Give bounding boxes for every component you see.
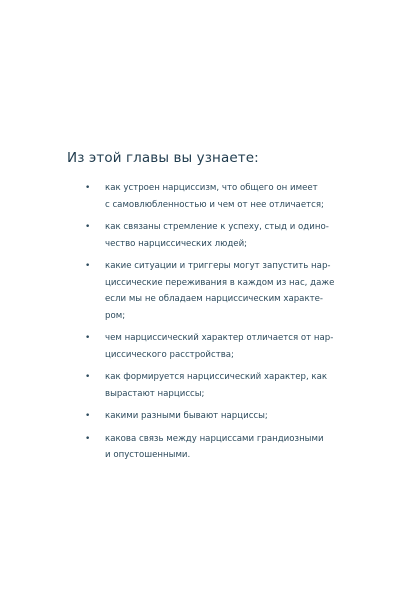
list-item-line: и опустошенными. — [105, 450, 191, 460]
bullet-icon: • — [85, 183, 91, 193]
bullet-icon: • — [85, 333, 91, 343]
list-item-line: циссические переживания в каждом из нас, даже — [105, 277, 335, 288]
bullet-icon: • — [85, 433, 91, 444]
bullet-icon: • — [85, 372, 91, 382]
list-item-line: если мы не обладаем нарциссическим характе- — [105, 294, 324, 304]
list-item-line: с самовлюбленностью и чем от нее отличается; — [105, 199, 324, 210]
list-item — [84, 180, 344, 213]
list-item-line: какие ситуации и триггеры могут запустить нар- — [105, 261, 331, 271]
list-item — [84, 431, 344, 464]
list-item — [84, 219, 344, 252]
list-item-line: чество нарциссических людей; — [105, 238, 248, 249]
list-item — [84, 258, 344, 324]
list-item-line: как связаны стремление к успеху, стыд и одино- — [105, 222, 329, 232]
bullet-icon: • — [85, 411, 91, 421]
list-item — [84, 369, 344, 402]
list-item-line: как формируется нарциссический характер, как — [105, 372, 328, 382]
list-item-line: какова связь между нарциссами грандиозными — [105, 433, 324, 444]
list-item-line: как устроен нарциссизм, что общего он имеет — [105, 183, 318, 193]
chapter-intro-heading: Из этой главы вы узнаете: — [67, 150, 259, 166]
bullet-icon: • — [85, 222, 91, 232]
list-item — [84, 408, 344, 425]
list-item-line: чем нарциссический характер отличается от нар- — [105, 333, 334, 343]
list-item-line: какими разными бывают нарциссы; — [105, 411, 268, 421]
list-item-line: циссического расстройства; — [105, 349, 234, 360]
list-item-line: вырастают нарциссы; — [105, 388, 205, 399]
list-item — [84, 330, 344, 363]
list-item-line: ром; — [105, 310, 126, 321]
bullet-icon: • — [85, 261, 91, 271]
learning-outcomes-list — [84, 180, 344, 470]
